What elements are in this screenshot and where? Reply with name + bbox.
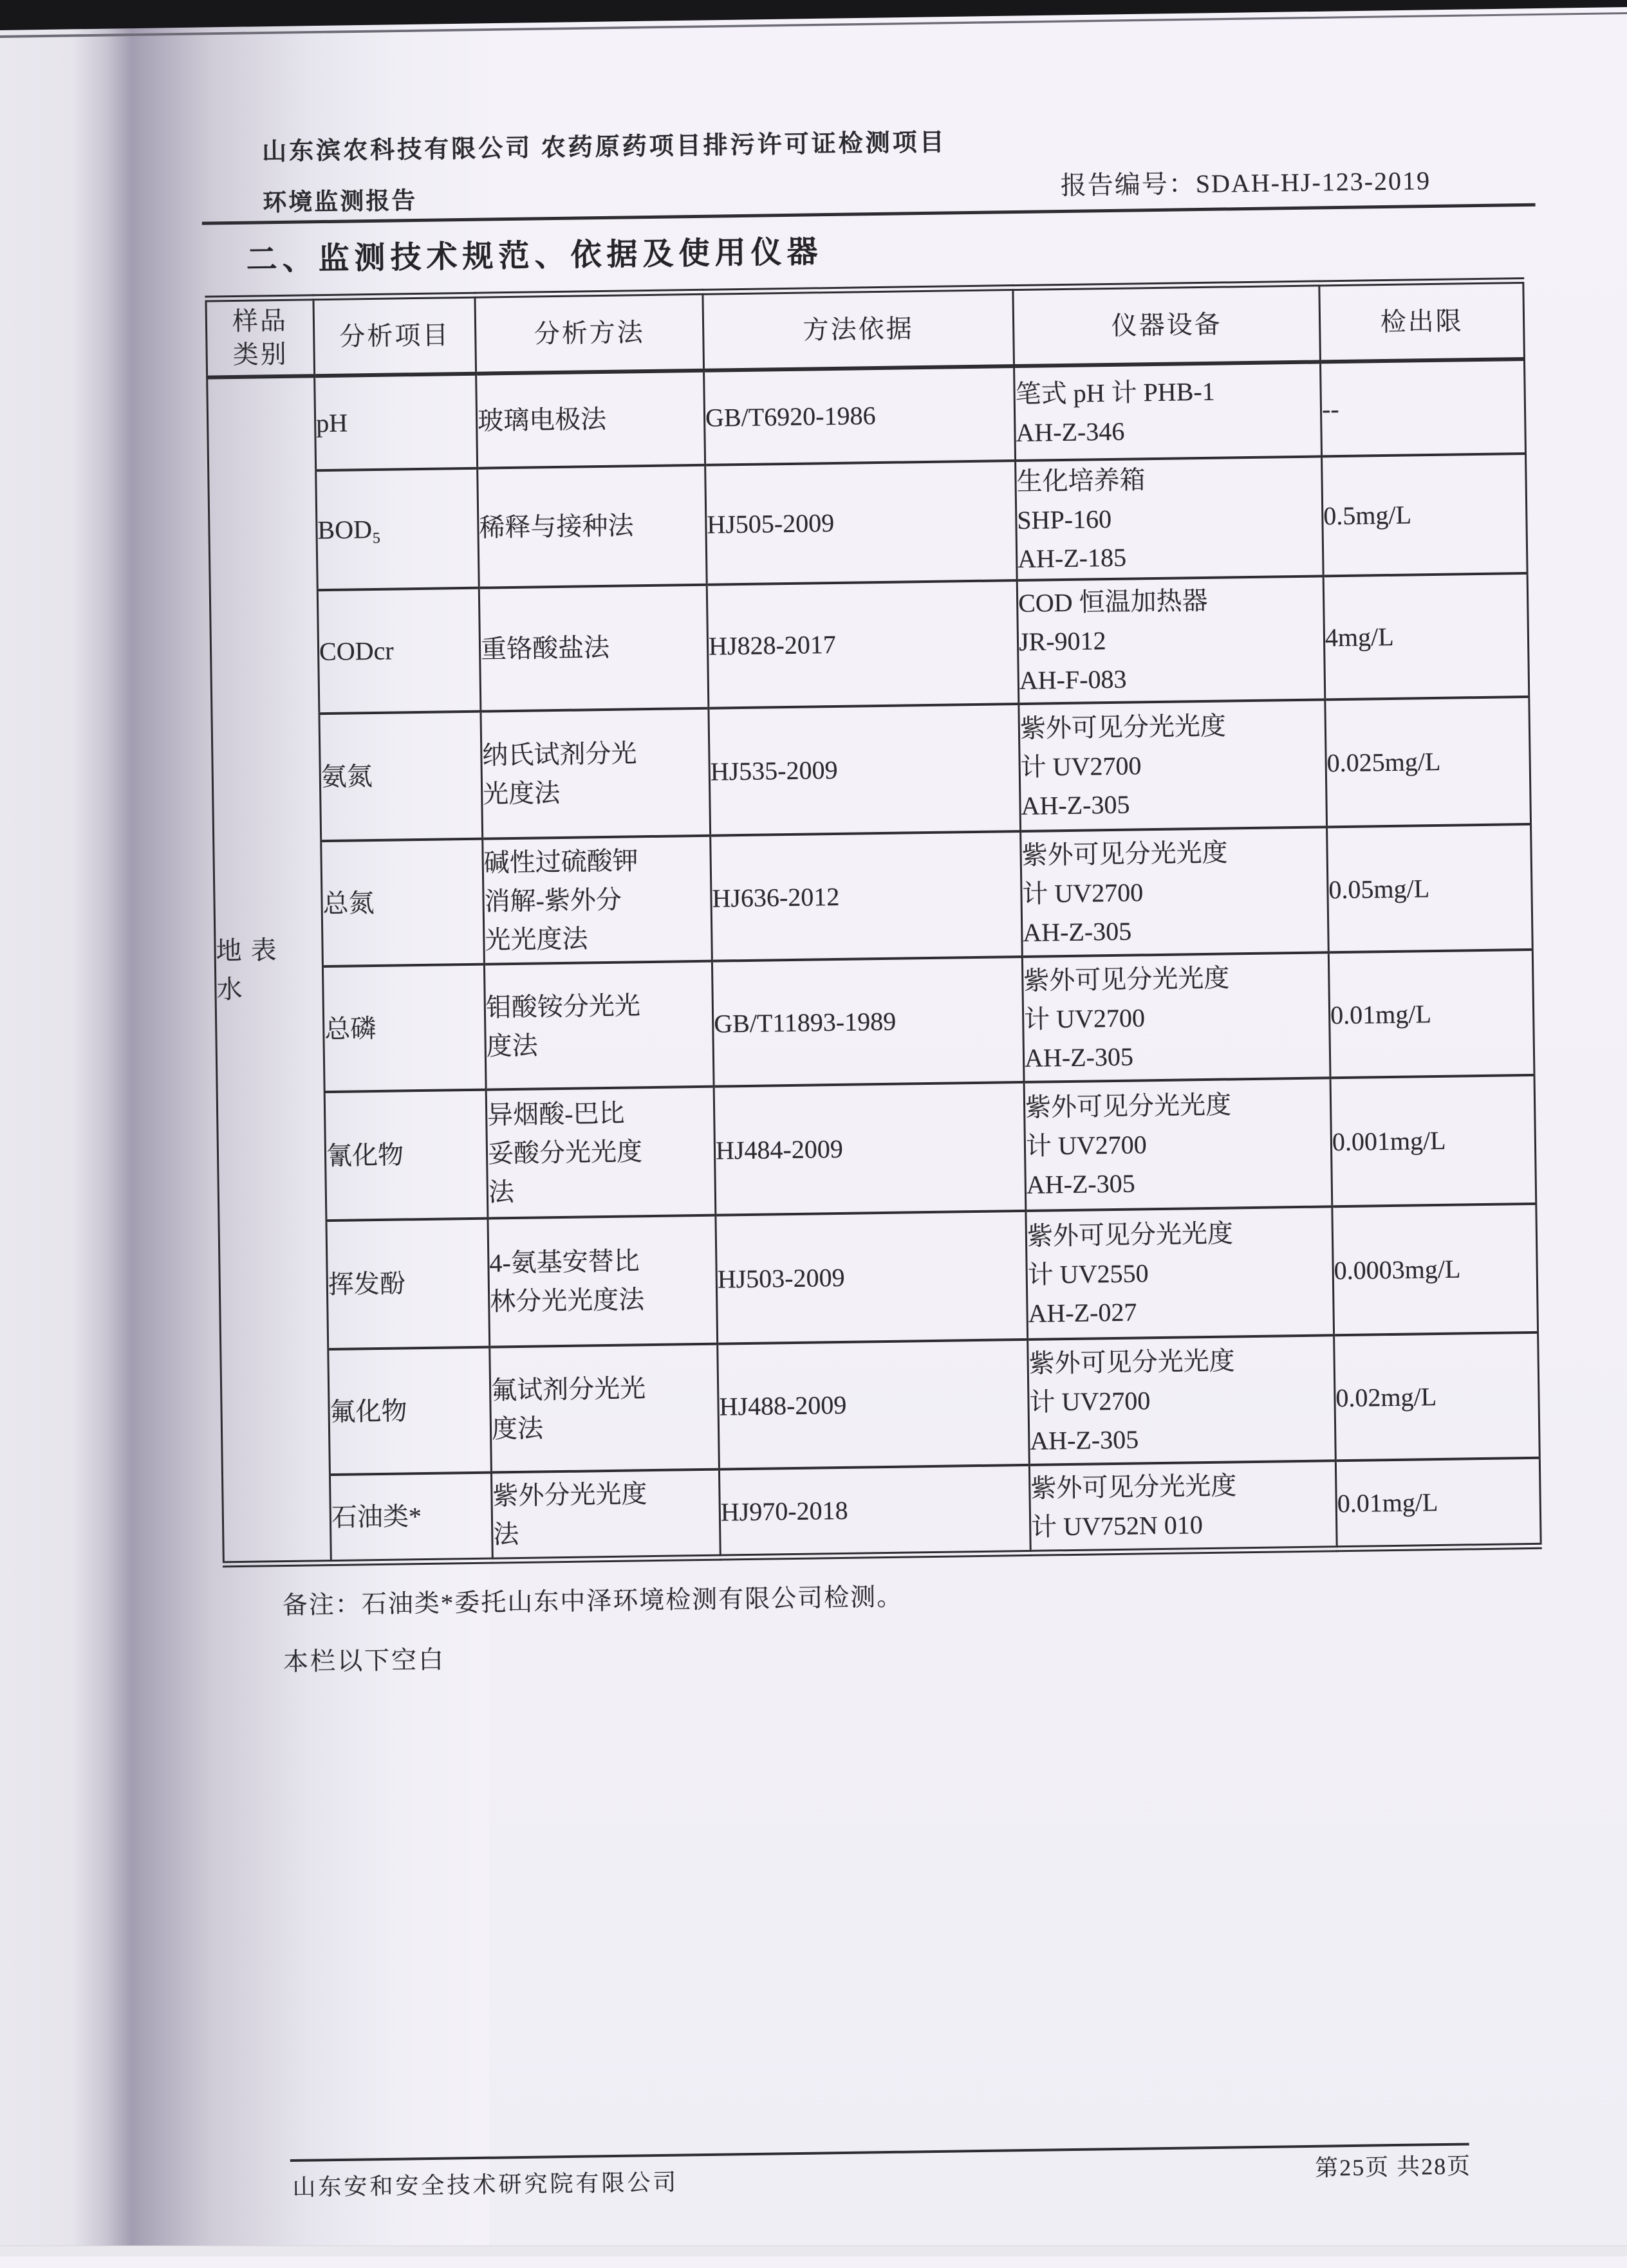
cell-item: 氨氮 [319, 712, 483, 841]
cell-item: 总磷 [322, 964, 486, 1092]
cell-method: 玻璃电极法 [476, 371, 705, 468]
cell-item: 挥发酚 [326, 1219, 490, 1349]
scan-bottom-edge [0, 2245, 1627, 2256]
cell-item: 氟化物 [328, 1347, 492, 1475]
cell-instrument: 生化培养箱 SHP-160 AH-Z-185 [1016, 456, 1324, 580]
table-row [212, 697, 1531, 843]
cell-instrument: 紫外可见分光光度 计 UV2550 AH-Z-027 [1026, 1206, 1334, 1340]
table-row [221, 1332, 1540, 1477]
cell-limit: 4mg/L [1323, 573, 1529, 699]
cell-limit: -- [1320, 359, 1525, 456]
col-header-analysis-method: 分析方法 [475, 292, 704, 374]
cell-basis: HJ636-2012 [711, 831, 1023, 961]
cell-basis: HJ503-2009 [716, 1211, 1028, 1344]
cell-basis: GB/T11893-1989 [712, 957, 1024, 1087]
cell-instrument: 紫外可见分光光度 计 UV2700 AH-Z-305 [1019, 699, 1327, 831]
col-header-analysis-item: 分析项目 [313, 295, 476, 376]
footer-company-name: 山东安和安全技术研究院有限公司 [292, 2169, 679, 2200]
col-header-method-basis: 方法依据 [703, 288, 1014, 371]
cell-limit: 0.05mg/L [1327, 824, 1533, 952]
cell-limit: 0.001mg/L [1330, 1075, 1536, 1206]
cell-method: 紫外分光光度 法 [491, 1470, 720, 1561]
cell-basis: GB/T6920-1986 [704, 366, 1016, 465]
table-row [219, 1204, 1538, 1351]
cell-limit: 0.01mg/L [1328, 950, 1534, 1078]
doc-header-title-line2: 环境监测报告 [263, 187, 418, 217]
cell-method: 重铬酸盐法 [479, 585, 709, 712]
cell-item: pH [315, 374, 478, 470]
col-header-sample-category: 样品 类别 [206, 297, 315, 377]
cell-item: 石油类* [330, 1473, 492, 1563]
cell-item: BOD₅ [316, 468, 479, 590]
cell-method: 稀释与接种法 [478, 465, 707, 588]
cell-instrument: 紫外可见分光光度 计 UV2700 AH-Z-305 [1028, 1335, 1336, 1465]
cell-limit: 0.0003mg/L [1332, 1204, 1538, 1335]
table-row [215, 950, 1534, 1094]
col-header-instrument: 仪器设备 [1013, 283, 1321, 366]
table-row [217, 1075, 1536, 1222]
cell-method: 钼酸铵分光光 度法 [484, 961, 714, 1090]
table-remark-note: 备注：石油类*委托山东中泽环境检测有限公司检测。 [282, 1583, 904, 1620]
cell-method: 4-氨基安替比 林分光光度法 [488, 1215, 718, 1347]
monitoring-spec-table [205, 277, 1541, 1567]
report-number-label: 报告编号： [1060, 169, 1196, 201]
table-row [210, 573, 1529, 715]
cell-instrument: 紫外可见分光光度 计 UV2700 AH-Z-305 [1021, 827, 1329, 957]
section-title: 二、监测技术规范、依据及使用仪器 [246, 235, 823, 277]
cell-instrument: 紫外可见分光光度 计 UV2700 AH-Z-305 [1024, 1078, 1332, 1211]
cell-basis: HJ505-2009 [705, 461, 1018, 585]
cell-instrument: 紫外可见分光光度 计 UV2700 AH-Z-305 [1022, 952, 1330, 1082]
table-row [214, 824, 1533, 968]
cell-method: 纳氏试剂分光 光度法 [481, 708, 711, 839]
col-header-detection-limit: 检出限 [1319, 281, 1525, 362]
cell-method: 异烟酸-巴比 妥酸分光光度 法 [486, 1087, 716, 1219]
blank-below-note: 本栏以下空白 [283, 1646, 446, 1677]
cell-method: 氟试剂分光光 度法 [490, 1344, 720, 1473]
cell-instrument: COD 恒温加热器 JR-9012 AH-F-083 [1017, 576, 1325, 704]
table-row [222, 1458, 1541, 1565]
cell-limit: 0.02mg/L [1334, 1332, 1540, 1461]
cell-basis: HJ488-2009 [718, 1340, 1030, 1470]
cell-limit: 0.01mg/L [1335, 1458, 1541, 1549]
cell-limit: 0.025mg/L [1325, 697, 1531, 827]
sample-category-cell: 地 表 水 [207, 376, 331, 1564]
cell-limit: 0.5mg/L [1322, 454, 1528, 576]
doc-header-title-line1: 山东滨农科技有限公司 农药原药项目排污许可证检测项目 [261, 129, 947, 166]
table-row [207, 359, 1526, 472]
cell-item: 氰化物 [324, 1090, 488, 1221]
cell-instrument: 笔式 pH 计 PHB-1 AH-Z-346 [1014, 362, 1322, 461]
cell-basis: HJ828-2017 [707, 580, 1019, 708]
cell-item: CODcr [317, 588, 481, 714]
cell-item: 总氮 [321, 839, 485, 966]
cell-basis: HJ535-2009 [709, 704, 1021, 836]
cell-instrument: 紫外可见分光光度 计 UV752N 010 [1029, 1461, 1337, 1553]
report-number [993, 160, 1431, 203]
cell-basis: HJ484-2009 [714, 1082, 1026, 1215]
footer-page-number: 第25页 共28页 [1314, 2153, 1472, 2181]
table-row [209, 454, 1527, 592]
report-number-value: SDAH-HJ-123-2019 [1195, 165, 1431, 199]
cell-method: 碱性过硫酸钾 消解-紫外分 光光度法 [483, 836, 712, 964]
cell-basis: HJ970-2018 [719, 1465, 1030, 1558]
